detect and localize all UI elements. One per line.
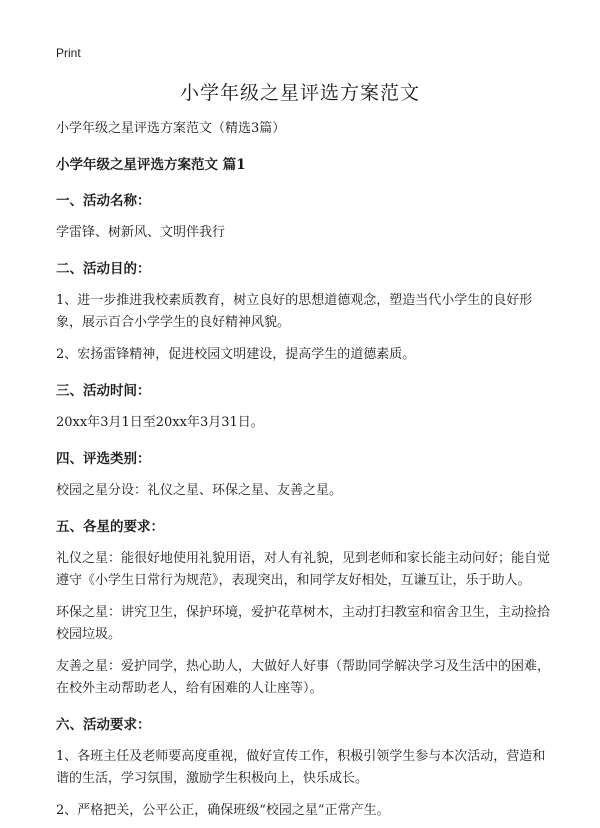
- section-paragraph: 2、宏扬雷锋精神，促进校园文明建设，提高学生的道德素质。: [56, 347, 416, 362]
- section-paragraph: 友善之星：爱护同学，热心助人，大做好人好事（帮助同学解决学习及生活中的困难，在校外主动帮助老人，给有困难的人让座等）。: [56, 659, 551, 696]
- section-heading: 四、评选类别：: [56, 451, 151, 467]
- print-link[interactable]: Print: [56, 46, 81, 60]
- document-body: [56, 118, 550, 822]
- section-paragraph: 礼仪之星：能很好地使用礼貌用语，对人有礼貌，见到老师和家长能主动问好；能自觉遵守《小学生日常行为规范》，表现突出，和同学友好相处，互谦互让，乐于助人。: [56, 551, 551, 588]
- section-paragraph: 环保之星：讲究卫生，保护环境，爱护花草树木，主动打扫教室和宿舍卫生，主动捡拾校园垃圾。: [56, 605, 551, 642]
- article-heading: 小学年级之星评选方案范文 篇1: [56, 157, 246, 173]
- section-heading: 二、活动目的：: [56, 261, 151, 277]
- section-heading: 六、活动要求：: [56, 717, 151, 733]
- document-subtitle: 小学年级之星评选方案范文（精选3篇）: [56, 121, 286, 136]
- section-paragraph: 20xx年3月1日至20xx年3月31日。: [56, 415, 264, 430]
- section-paragraph: 2、严格把关，公平公正，确保班级“校园之星”正常产生。: [56, 803, 390, 818]
- section-heading: 三、活动时间：: [56, 383, 151, 399]
- section-paragraph: 校园之星分设：礼仪之星、环保之星、友善之星。: [56, 483, 343, 498]
- section-heading: 五、各星的要求：: [56, 519, 164, 535]
- section-paragraph: 学雷锋、树新风、文明伴我行: [56, 225, 226, 240]
- section-heading: 一、活动名称：: [56, 193, 151, 209]
- section-paragraph: 1、进一步推进我校素质教育，树立良好的思想道德观念，塑造当代小学生的良好形象，展示百合小学学生的良好精神风貌。: [56, 293, 533, 330]
- document-title: 小学年级之星评选方案范文: [179, 82, 420, 104]
- section-paragraph: 1、各班主任及老师要高度重视，做好宣传工作，积极引领学生参与本次活动，营造和谐的生活，学习氛围，激励学生积极向上，快乐成长。: [56, 749, 546, 786]
